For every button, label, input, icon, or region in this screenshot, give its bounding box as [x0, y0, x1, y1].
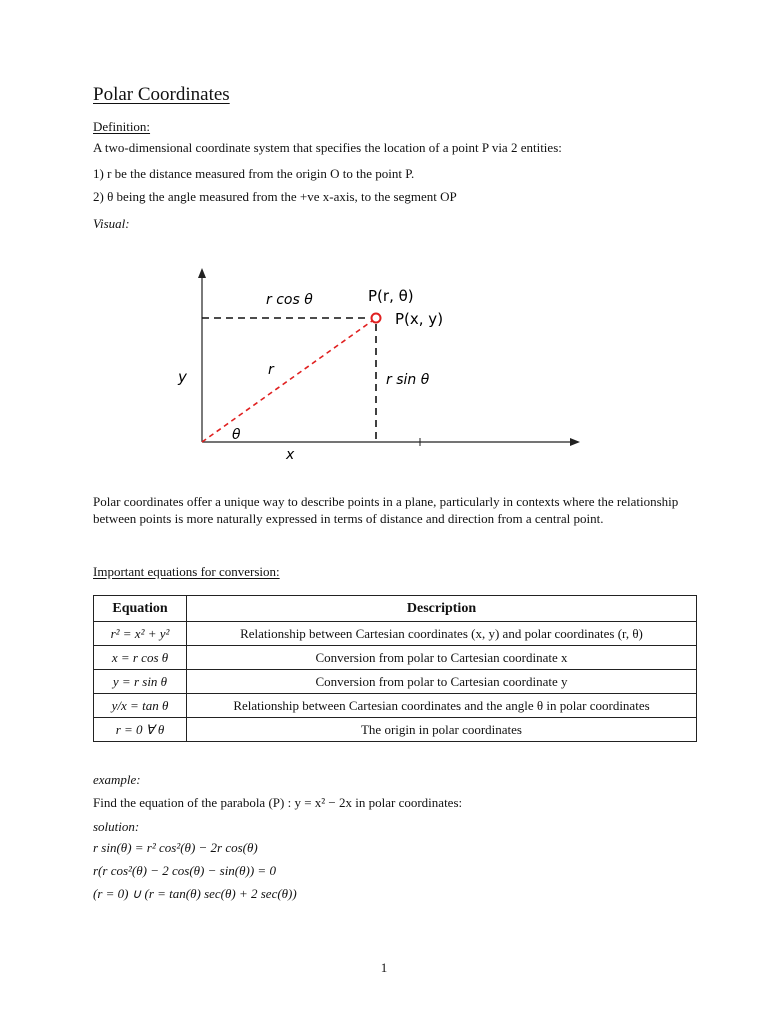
- solution-line-1: r sin(θ) = r² cos²(θ) − 2r cos(θ): [93, 840, 258, 855]
- description-cell: The origin in polar coordinates: [187, 718, 697, 742]
- label-p-cart: P(x, y): [395, 310, 444, 328]
- solution-label: solution:: [93, 819, 140, 834]
- label-r: r: [268, 362, 274, 378]
- polar-diagram: [160, 258, 590, 468]
- example-label: example:: [93, 772, 141, 787]
- table-row: [94, 670, 697, 694]
- solution-line-3: (r = 0) ∪ (r = tan(θ) sec(θ) + 2 sec(θ)): [93, 886, 297, 901]
- equation-cell: x = r cos θ: [94, 646, 187, 670]
- equation-cell: y = r sin θ: [94, 670, 187, 694]
- description-cell: Relationship between Cartesian coordinates and the angle θ in polar coordinates: [187, 694, 697, 718]
- equation-cell: y/x = tan θ: [94, 694, 187, 718]
- label-y: y: [178, 368, 187, 386]
- header-equation: Equation: [94, 596, 187, 622]
- label-rsin: r sin θ: [386, 372, 430, 388]
- page-number: 1: [380, 960, 388, 975]
- label-rcos: r cos θ: [266, 292, 313, 308]
- y-axis-arrowhead: [198, 268, 206, 278]
- description-cell: Conversion from polar to Cartesian coordinate y: [187, 670, 697, 694]
- table-row: [94, 694, 697, 718]
- table-row: [94, 646, 697, 670]
- equations-heading: Important equations for conversion:: [93, 564, 280, 579]
- equations-table: [93, 595, 697, 742]
- definition-heading: Definition:: [93, 119, 151, 134]
- equation-cell: r² = x² + y²: [94, 622, 187, 646]
- visual-label: Visual:: [93, 216, 130, 231]
- example-text: Find the equation of the parabola (P) : y = x² − 2x in polar coordinates:: [93, 795, 463, 810]
- description-cell: Conversion from polar to Cartesian coordinate x: [187, 646, 697, 670]
- header-description: Description: [187, 596, 697, 622]
- description-cell: Relationship between Cartesian coordinates (x, y) and polar coordinates (r, θ): [187, 622, 697, 646]
- definition-item-1: 1) r be the distance measured from the origin O to the point P.: [93, 166, 415, 181]
- label-p-polar: P(r, θ): [368, 287, 414, 305]
- solution-line-2: r(r cos²(θ) − 2 cos(θ) − sin(θ)) = 0: [93, 863, 276, 878]
- table-header-row: [94, 596, 697, 622]
- equation-cell: r = 0 ∀ θ: [94, 718, 187, 742]
- radius-line: [202, 321, 372, 442]
- page-title: Polar Coordinates: [93, 84, 230, 105]
- x-axis-arrowhead: [570, 438, 580, 446]
- label-theta: θ: [232, 427, 241, 443]
- table-row: [94, 622, 697, 646]
- definition-text: A two-dimensional coordinate system that specifies the location of a point P via 2 entities:: [93, 140, 562, 155]
- intro-paragraph: Polar coordinates offer a unique way to describe points in a plane, particularly in contexts where the relationship between points is more naturally expressed in terms of distance and direction from a central point.: [93, 494, 679, 526]
- point-p: [372, 314, 381, 323]
- table-row: [94, 718, 697, 742]
- label-x: x: [286, 447, 295, 463]
- definition-item-2: 2) θ being the angle measured from the +ve x-axis, to the segment OP: [93, 189, 457, 204]
